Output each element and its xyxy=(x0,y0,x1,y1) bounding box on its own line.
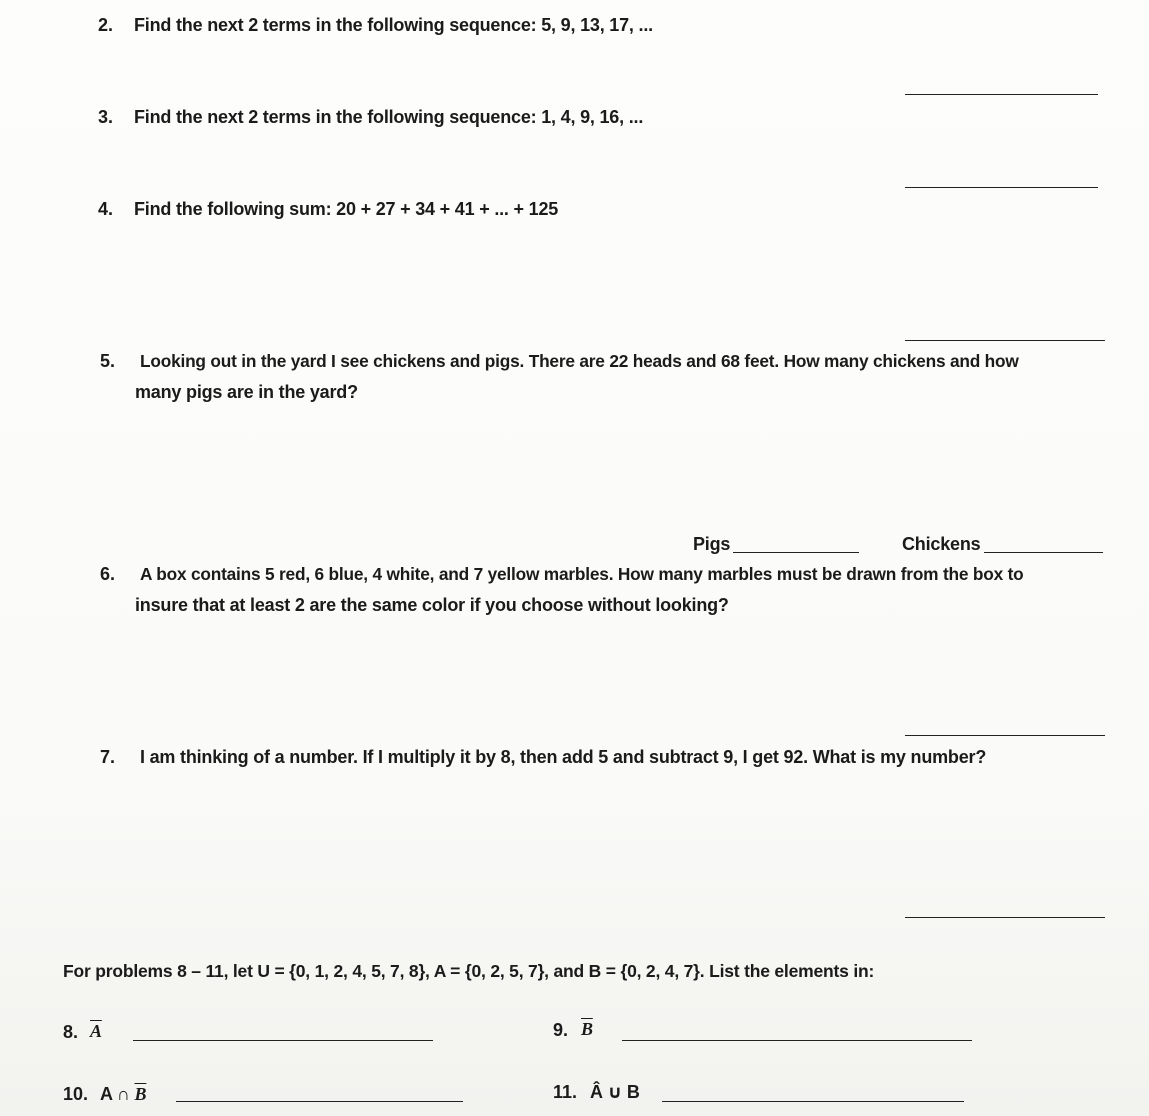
problem-10-expression-a: A ∩ xyxy=(100,1084,135,1104)
problem-3-text: Find the next 2 terms in the following sequence: 1, 4, 9, 16, ... xyxy=(134,107,644,127)
problem-6-line-2: insure that at least 2 are the same color if you choose without looking? xyxy=(135,595,729,615)
problem-2-answer-line xyxy=(905,94,1098,95)
pigs-answer-line xyxy=(733,552,859,553)
sets-instructions: For problems 8 – 11, let U = {0, 1, 2, 4, 5, 7, 8}, A = {0, 2, 5, 7}, and B = {0, 2, 4, 7}. List the elements in: xyxy=(63,961,875,981)
problem-3-number: 3. xyxy=(98,107,114,127)
problem-7-text: I am thinking of a number. If I multiply it by 8, then add 5 and subtract 9, I get 92. What is my number? xyxy=(140,747,987,767)
problem-10-expression-b: $\overline{B}$ xyxy=(134,1084,147,1104)
problem-4-answer-line xyxy=(905,340,1105,341)
problem-11-answer-line xyxy=(662,1101,964,1102)
problem-2-text: Find the next 2 terms in the following sequence: 5, 9, 13, 17, ... xyxy=(134,15,653,35)
problem-11-number: 11. xyxy=(553,1082,578,1102)
problem-7-number: 7. xyxy=(100,747,116,767)
problem-10-number: 10. xyxy=(63,1084,89,1104)
pigs-label: Pigs xyxy=(693,534,731,554)
problem-5-line-2: many pigs are in the yard? xyxy=(135,382,358,402)
problem-4-number: 4. xyxy=(98,199,114,219)
problem-9-expression: $\overline{B}$ xyxy=(581,1019,593,1039)
problem-4-text: Find the following sum: 20 + 27 + 34 + 41 + ... + 125 xyxy=(134,199,559,219)
problem-3-answer-line xyxy=(905,187,1098,188)
problem-9-number: 9. xyxy=(553,1020,569,1040)
problem-6-number: 6. xyxy=(100,564,116,584)
problem-8-number: 8. xyxy=(63,1022,79,1042)
chickens-answer-line xyxy=(984,552,1103,553)
problem-2-number: 2. xyxy=(98,15,114,35)
problem-6-line-1: A box contains 5 red, 6 blue, 4 white, and 7 yellow marbles. How many marbles must be drawn from the box to xyxy=(140,564,1024,584)
problem-10-expression xyxy=(100,1084,146,1105)
problem-8-answer-line xyxy=(133,1040,433,1041)
problem-6-answer-line xyxy=(905,735,1105,736)
problem-7-answer-line xyxy=(905,917,1105,918)
problem-11-expression: Â ∪ B xyxy=(590,1082,640,1102)
problem-9-answer-line xyxy=(622,1040,972,1041)
chickens-label: Chickens xyxy=(902,534,981,554)
problem-10-answer-line xyxy=(176,1101,463,1102)
problem-5-line-1: Looking out in the yard I see chickens and pigs. There are 22 heads and 68 feet. How many chickens and how xyxy=(140,351,1019,371)
problem-8-expression: $\overline{A}$ xyxy=(90,1021,102,1041)
problem-5-number: 5. xyxy=(100,351,116,371)
